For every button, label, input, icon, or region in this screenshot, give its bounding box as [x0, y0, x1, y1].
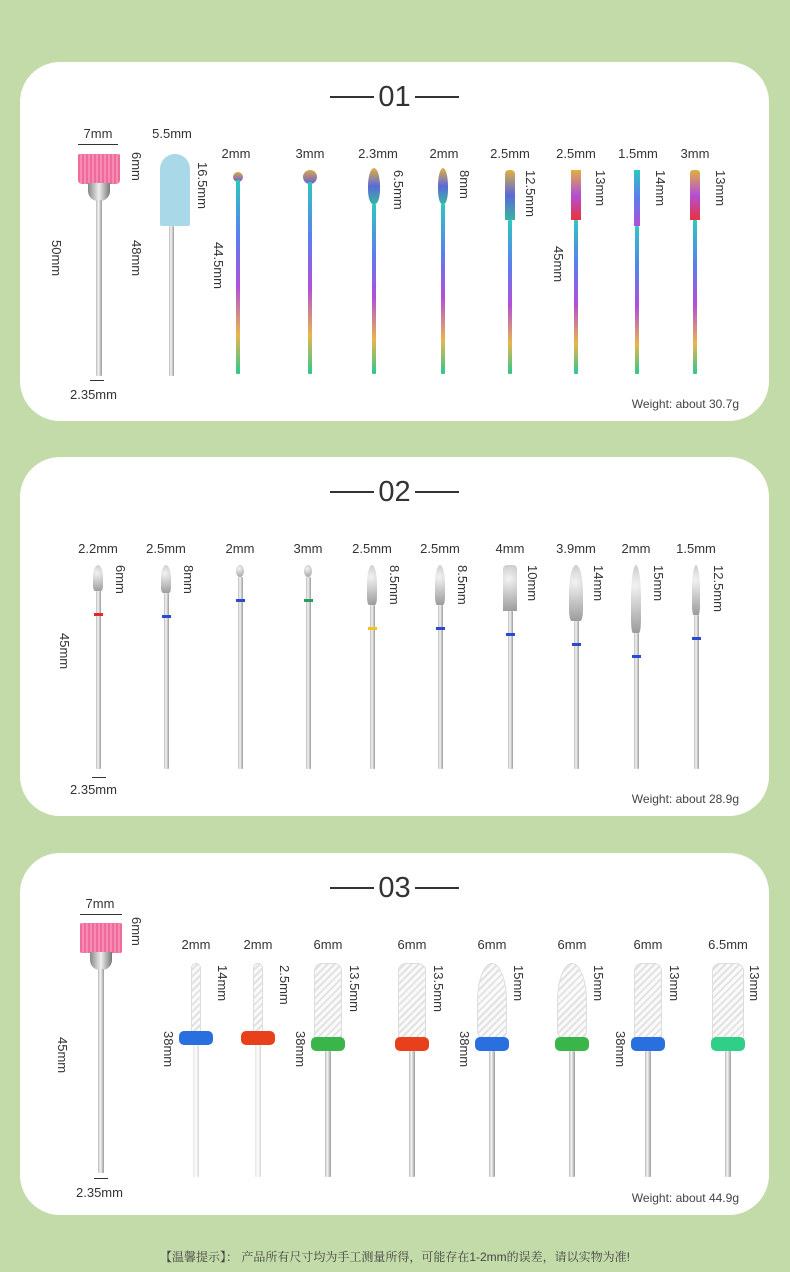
color-ring — [236, 599, 245, 602]
total-length-label: 48mm — [129, 240, 144, 277]
diamond-bit-head — [93, 565, 103, 591]
tool-width-label: 2mm — [429, 146, 459, 161]
panel-number: 01 — [378, 81, 411, 113]
color-ring — [311, 1037, 345, 1051]
ceramic-bit-head — [634, 963, 662, 1039]
color-ring — [692, 637, 701, 640]
tool-length-label: 6mm — [129, 152, 144, 181]
dimension-tick — [90, 380, 104, 381]
color-ring — [179, 1031, 213, 1045]
ceramic-bit-head — [253, 963, 263, 1033]
panel-heading — [20, 871, 769, 905]
tool-length-label: 15mm — [651, 565, 666, 602]
weight-label: Weight: about 28.9g — [631, 792, 739, 806]
shank-diameter-label: 2.35mm — [70, 387, 117, 402]
tool-width-label: 6mm — [477, 937, 507, 952]
color-ring — [632, 655, 641, 658]
tool-shank — [409, 1051, 415, 1177]
panel-number: 02 — [378, 476, 411, 508]
ceramic-bit-head — [477, 963, 507, 1039]
flame-bit-head — [438, 168, 448, 204]
rainbow-shank — [236, 180, 240, 374]
tool-width-label: 3.9mm — [556, 541, 596, 556]
total-length-label: 45mm — [551, 246, 566, 283]
tool-shank — [645, 1051, 651, 1177]
tool-length-label: 6mm — [129, 917, 144, 946]
tool-length-label: 13mm — [713, 170, 728, 207]
tool-length-label: 12.5mm — [711, 565, 726, 612]
tool-length-label: 13mm — [593, 170, 608, 207]
color-ring — [436, 627, 445, 630]
total-length-label: 38mm — [457, 1031, 472, 1068]
flame-bit-head — [368, 168, 380, 204]
panel-02 — [20, 457, 769, 816]
tool-length-label: 15mm — [511, 965, 526, 1002]
color-ring — [506, 633, 515, 636]
color-ring — [572, 643, 581, 646]
tool-width-label: 6mm — [557, 937, 587, 952]
tool-length-label: 8mm — [457, 170, 472, 199]
brush-ferrule — [88, 183, 110, 201]
color-ring — [368, 627, 377, 630]
tool-length-label: 13.5mm — [347, 965, 362, 1012]
rainbow-shank — [574, 220, 578, 374]
tool-width-label: 7mm — [83, 126, 113, 141]
weight-label: Weight: about 44.9g — [631, 1191, 739, 1205]
ceramic-bit-head — [314, 963, 342, 1039]
panel-heading — [20, 475, 769, 509]
color-ring — [395, 1037, 429, 1051]
shank-diameter-label: 2.35mm — [70, 782, 117, 797]
diamond-bit-head — [435, 565, 445, 605]
diamond-bit-head — [692, 565, 700, 615]
heading-rule-left — [330, 96, 374, 98]
heading-rule-right — [415, 491, 459, 493]
tool-width-label: 2mm — [621, 541, 651, 556]
dimension-tick — [80, 914, 122, 915]
rainbow-shank — [693, 220, 697, 374]
tool-length-label: 15mm — [591, 965, 606, 1002]
tool-length-label: 12.5mm — [523, 170, 538, 217]
tool-shank — [489, 1051, 495, 1177]
tool-width-label: 6mm — [313, 937, 343, 952]
tool-length-label: 8.5mm — [455, 565, 470, 605]
tool-shank — [193, 1045, 199, 1177]
tool-length-label: 13mm — [747, 965, 762, 1002]
heading-rule-right — [415, 96, 459, 98]
tool-length-label: 2.5mm — [277, 965, 292, 1005]
tool-length-label: 16.5mm — [195, 162, 210, 209]
ceramic-bit-head — [191, 963, 201, 1033]
tool-shank — [169, 226, 174, 376]
tool-shank — [164, 593, 169, 769]
diamond-bit-head — [631, 565, 641, 633]
tool-shank — [238, 577, 243, 769]
diamond-bit-head — [161, 565, 171, 593]
tool-shank — [98, 969, 104, 1173]
tool-width-label: 2.5mm — [490, 146, 530, 161]
tool-shank — [325, 1051, 331, 1177]
color-ring — [711, 1037, 745, 1051]
tool-shank — [96, 591, 101, 769]
total-length-label: 44.5mm — [211, 242, 226, 289]
tool-width-label: 2.3mm — [358, 146, 398, 161]
ceramic-bit-head — [557, 963, 587, 1039]
color-ring — [475, 1037, 509, 1051]
cone-bit-head — [690, 170, 700, 220]
tool-width-label: 2.5mm — [556, 146, 596, 161]
dimension-tick — [78, 144, 118, 145]
tool-width-label: 2.2mm — [78, 541, 118, 556]
pink-brush-head — [78, 154, 120, 184]
tool-length-label: 8.5mm — [387, 565, 402, 605]
tool-width-label: 6mm — [397, 937, 427, 952]
panel-number: 03 — [378, 872, 411, 904]
tool-width-label: 2.5mm — [352, 541, 392, 556]
heading-rule-right — [415, 887, 459, 889]
diamond-bit-head — [569, 565, 583, 621]
ball-diamond-head — [304, 565, 312, 577]
color-ring — [304, 599, 313, 602]
tool-shank — [634, 633, 639, 769]
panel-03 — [20, 853, 769, 1215]
rainbow-shank — [441, 204, 445, 374]
tool-width-label: 2.5mm — [420, 541, 460, 556]
diamond-bit-head — [367, 565, 377, 605]
tool-length-label: 6.5mm — [391, 170, 406, 210]
tool-width-label: 4mm — [495, 541, 525, 556]
rainbow-shank — [308, 182, 312, 374]
tool-length-label: 13.5mm — [431, 965, 446, 1012]
tool-length-label: 14mm — [591, 565, 606, 602]
tool-width-label: 2.5mm — [146, 541, 186, 556]
tool-width-label: 5.5mm — [152, 126, 192, 141]
color-ring — [162, 615, 171, 618]
tool-shank — [255, 1045, 261, 1177]
tool-width-label: 3mm — [680, 146, 710, 161]
dimension-tick — [92, 777, 106, 778]
color-ring — [555, 1037, 589, 1051]
tool-length-label: 10mm — [525, 565, 540, 602]
color-ring — [631, 1037, 665, 1051]
ball-diamond-head — [236, 565, 244, 577]
panel-01 — [20, 62, 769, 421]
tool-length-label: 14mm — [215, 965, 230, 1002]
heading-rule-left — [330, 887, 374, 889]
pink-brush-head — [80, 923, 122, 953]
rainbow-shank — [372, 204, 376, 374]
shank-diameter-label: 2.35mm — [76, 1185, 123, 1200]
tool-width-label: 2mm — [225, 541, 255, 556]
tool-width-label: 7mm — [85, 896, 115, 911]
tool-width-label: 3mm — [293, 541, 323, 556]
tool-width-label: 1.5mm — [676, 541, 716, 556]
tool-length-label: 8mm — [181, 565, 196, 594]
panel-heading — [20, 80, 769, 114]
rainbow-shank — [508, 220, 512, 374]
total-length-label: 50mm — [49, 240, 64, 277]
total-length-label: 45mm — [57, 633, 72, 670]
rainbow-shank — [635, 226, 639, 374]
ceramic-bit-head — [712, 963, 744, 1039]
tool-shank — [725, 1051, 731, 1177]
heading-rule-left — [330, 491, 374, 493]
color-ring — [241, 1031, 275, 1045]
tool-width-label: 6mm — [633, 937, 663, 952]
total-length-label: 45mm — [55, 1037, 70, 1074]
tool-width-label: 3mm — [295, 146, 325, 161]
brush-ferrule — [90, 952, 112, 970]
tool-length-label: 14mm — [653, 170, 668, 207]
total-length-label: 38mm — [293, 1031, 308, 1068]
felt-polisher-head — [160, 154, 190, 226]
tool-shank — [569, 1051, 575, 1177]
footer-note: 【温馨提示】： 产品所有尺寸均为手工测量所得，可能存在1-2mm的误差，请以实物为准! — [159, 1250, 630, 1264]
tool-width-label: 1.5mm — [618, 146, 658, 161]
total-length-label: 38mm — [161, 1031, 176, 1068]
needle-bit-head — [634, 170, 640, 226]
dimension-tick — [94, 1178, 108, 1179]
color-ring — [94, 613, 103, 616]
total-length-label: 38mm — [613, 1031, 628, 1068]
diamond-bit-head — [503, 565, 517, 611]
cylinder-bit-head — [571, 170, 581, 220]
tool-length-label: 6mm — [113, 565, 128, 594]
ceramic-bit-head — [398, 963, 426, 1039]
tool-width-label: 2mm — [243, 937, 273, 952]
tool-shank — [96, 200, 102, 376]
tool-shank — [306, 577, 311, 769]
weight-label: Weight: about 30.7g — [631, 397, 739, 411]
cylinder-bit-head — [505, 170, 515, 220]
tool-width-label: 2mm — [221, 146, 251, 161]
tool-length-label: 13mm — [667, 965, 682, 1002]
tool-width-label: 2mm — [181, 937, 211, 952]
tool-width-label: 6.5mm — [708, 937, 748, 952]
